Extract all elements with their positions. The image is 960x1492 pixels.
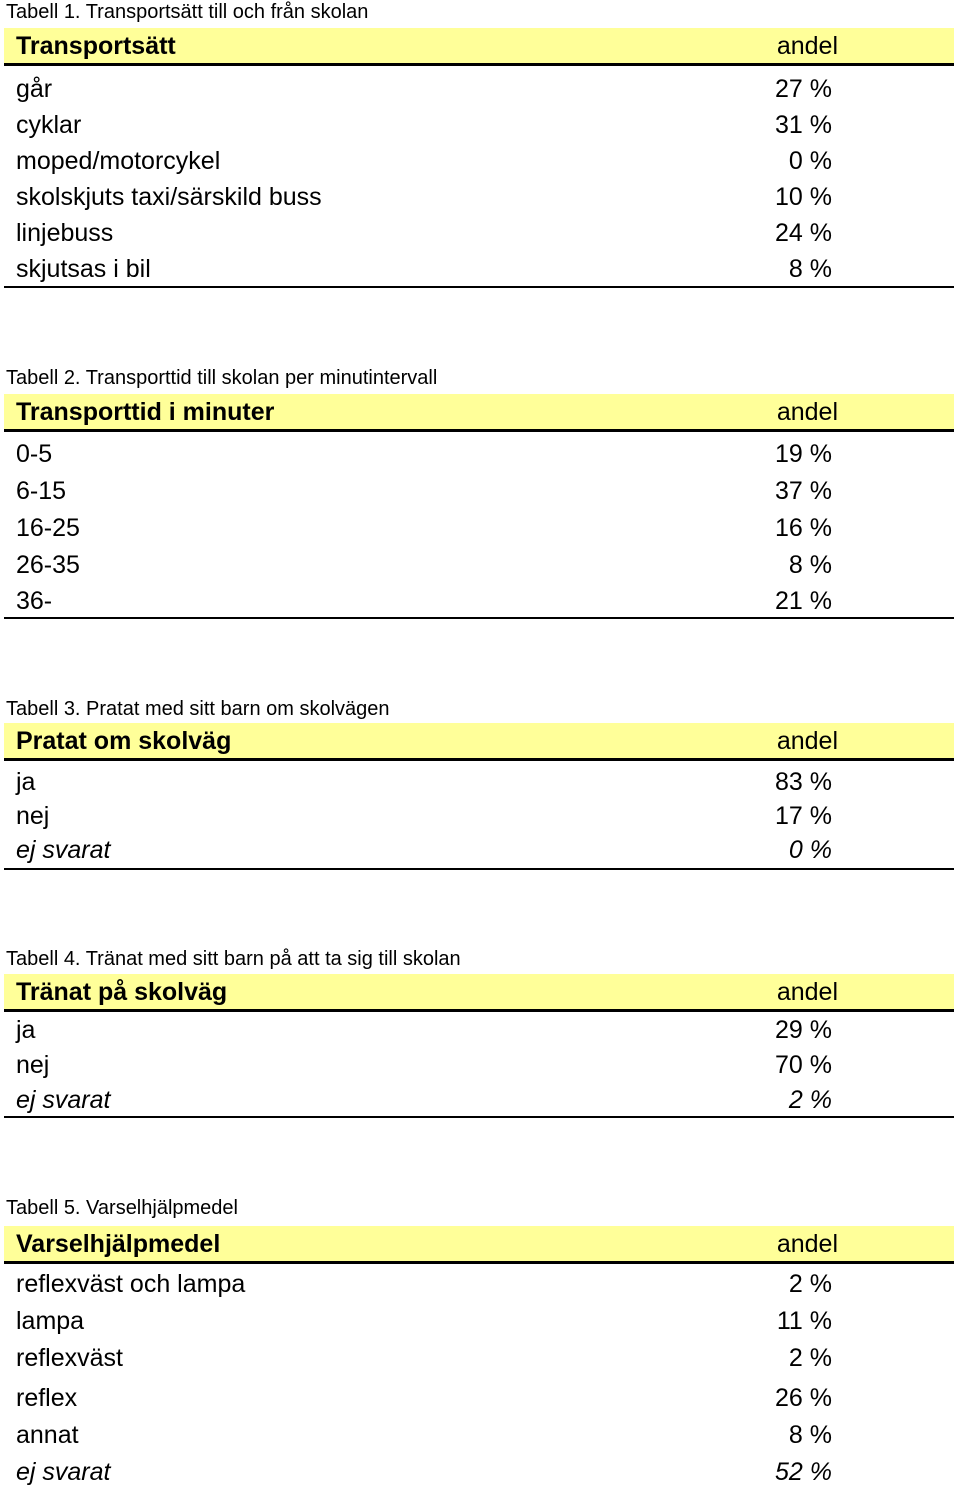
row-label: ja: [16, 1016, 36, 1044]
row-label: ej svarat: [16, 1458, 111, 1486]
table-row: [0, 180, 960, 216]
table-row: [0, 1048, 960, 1084]
table-row: [0, 511, 960, 547]
row-value: 2 %: [788, 1086, 832, 1114]
row-label: skjutsas i bil: [16, 255, 151, 283]
row-value: 16 %: [775, 514, 832, 542]
table-row: [0, 216, 960, 252]
row-label: 0-5: [16, 440, 53, 468]
table-row: [0, 72, 960, 108]
table-header: [4, 974, 954, 1012]
table-header: [4, 394, 954, 432]
table-row: [0, 1341, 960, 1377]
row-label: ej svarat: [16, 836, 111, 864]
table-bottom-rule: [4, 1116, 954, 1118]
row-value: 17 %: [775, 802, 832, 830]
row-label: moped/motorcykel: [16, 147, 221, 175]
header-value: andel: [776, 1230, 838, 1258]
row-value: 52 %: [775, 1458, 832, 1486]
table-bottom-rule: [4, 617, 954, 619]
table-caption: Tabell 2. Transporttid till skolan per minutintervall: [6, 367, 438, 389]
header-label: Transporttid i minuter: [16, 398, 275, 426]
row-label: reflex: [16, 1384, 78, 1412]
row-label: går: [16, 75, 53, 103]
row-value: 19 %: [775, 440, 832, 468]
row-label: linjebuss: [16, 219, 114, 247]
row-label: 6-15: [16, 477, 67, 505]
table-row: [0, 1381, 960, 1417]
row-label: reflexväst och lampa: [16, 1270, 246, 1298]
row-value: 70 %: [775, 1051, 832, 1079]
row-label: 36-: [16, 587, 53, 615]
row-value: 8 %: [788, 255, 832, 283]
row-value: 37 %: [775, 477, 832, 505]
header-value: andel: [776, 32, 838, 60]
header-value: andel: [776, 398, 838, 426]
row-value: 10 %: [775, 183, 832, 211]
row-value: 0 %: [788, 836, 832, 864]
header-label: Tränat på skolväg: [16, 978, 228, 1006]
row-label: lampa: [16, 1307, 85, 1335]
row-value: 8 %: [788, 1421, 832, 1449]
table-header: [4, 28, 954, 66]
row-label: ej svarat: [16, 1086, 111, 1114]
table-row: [0, 1013, 960, 1049]
table-row: [0, 1267, 960, 1303]
header-label: Varselhjälpmedel: [16, 1230, 221, 1258]
table-bottom-rule: [4, 868, 954, 870]
row-value: 8 %: [788, 551, 832, 579]
table-caption: Tabell 5. Varselhjälpmedel: [6, 1197, 238, 1219]
table-header: [4, 723, 954, 761]
table-row: [0, 799, 960, 835]
row-value: 24 %: [775, 219, 832, 247]
table-caption: Tabell 3. Pratat med sitt barn om skolvägen: [6, 698, 390, 720]
row-label: 26-35: [16, 551, 80, 579]
table-bottom-rule: [4, 286, 954, 288]
table-caption: Tabell 4. Tränat med sitt barn på att ta sig till skolan: [6, 948, 461, 970]
row-label: ja: [16, 768, 36, 796]
table-row: [0, 108, 960, 144]
table-row: [0, 252, 960, 288]
row-label: annat: [16, 1421, 79, 1449]
table-row: [0, 833, 960, 869]
row-value: 11 %: [776, 1307, 832, 1335]
row-value: 2 %: [788, 1270, 832, 1298]
table-row: [0, 548, 960, 584]
row-label: skolskjuts taxi/särskild buss: [16, 183, 322, 211]
row-value: 83 %: [775, 768, 832, 796]
header-value: andel: [776, 727, 838, 755]
table-row: [0, 1083, 960, 1119]
table-row: [0, 765, 960, 801]
table-row: [0, 144, 960, 180]
table-row: [0, 584, 960, 620]
row-value: 31 %: [775, 111, 832, 139]
row-label: cyklar: [16, 111, 82, 139]
row-value: 0 %: [788, 147, 832, 175]
header-value: andel: [776, 978, 838, 1006]
row-value: 2 %: [788, 1344, 832, 1372]
row-value: 21 %: [775, 587, 832, 615]
table-row: [0, 1304, 960, 1340]
table-caption: Tabell 1. Transportsätt till och från skolan: [6, 1, 369, 23]
header-label: Pratat om skolväg: [16, 727, 232, 755]
row-value: 27 %: [775, 75, 832, 103]
row-label: 16-25: [16, 514, 80, 542]
table-row: [0, 437, 960, 473]
row-value: 29 %: [775, 1016, 832, 1044]
row-label: reflexväst: [16, 1344, 123, 1372]
table-header: [4, 1226, 954, 1264]
table-row: [0, 474, 960, 510]
table-row: [0, 1455, 960, 1491]
row-label: nej: [16, 802, 50, 830]
header-label: Transportsätt: [16, 32, 176, 60]
row-label: nej: [16, 1051, 50, 1079]
table-row: [0, 1418, 960, 1454]
row-value: 26 %: [775, 1384, 832, 1412]
